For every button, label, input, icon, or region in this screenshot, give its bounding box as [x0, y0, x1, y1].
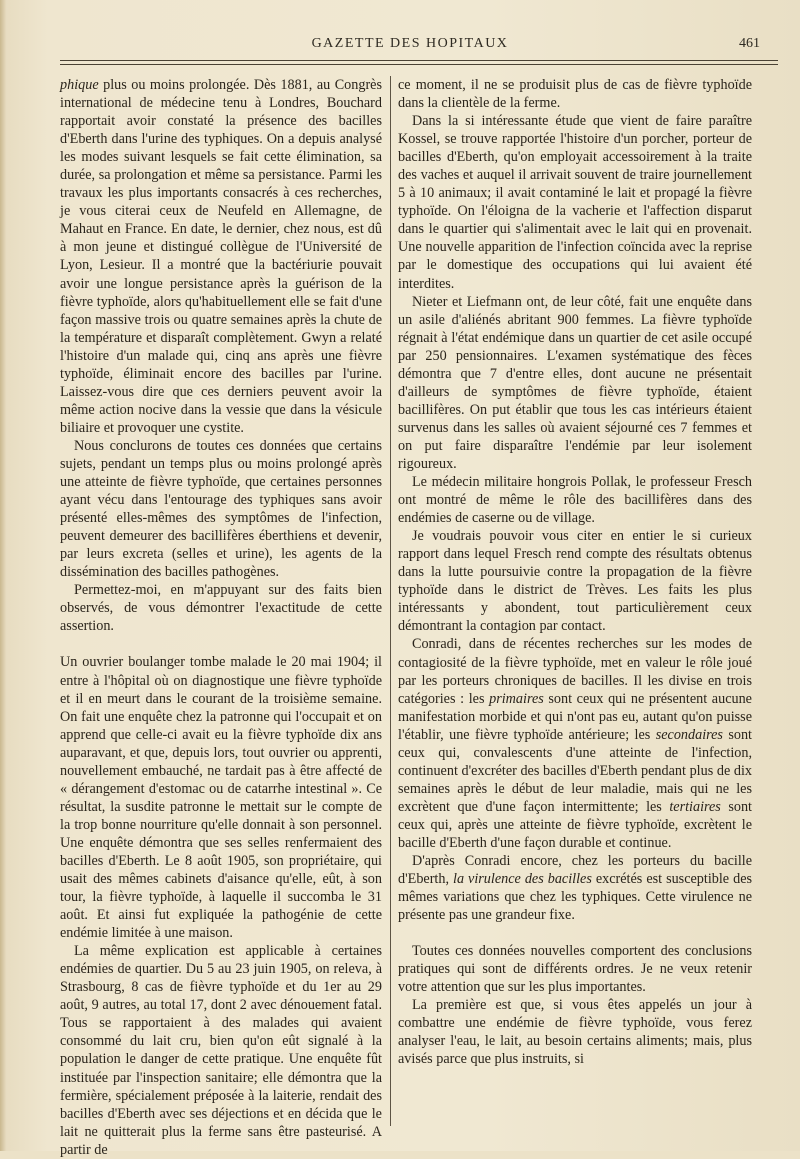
column-divider: [390, 76, 391, 1126]
italic-term: tertiaires: [669, 798, 721, 815]
paragraph: Un ouvrier boulanger tombe malade le 20 mai 1904; il entre à l'hôpital où on diagnostique une fièvre typhoïde et il en meurt dans le courant de la troisième semaine. On fait une enquête chez la patronne qui l'occupait et on apprend que celle-ci avait eu la fièvre typhoïde dix ans auparavant, et que, depuis lors, tout ouvrier ou apprenti, nouvellement embauché, ne tardait pas à être affecté de « dérangement d'estomac ou de catarrhe intestinal ». Ce résultat, la susdite patronne le mettait sur le compte de la trop bonne nourriture qu'elle donnait à son personnel. Une enquête démontra que ses selles renfermaient des bacilles d'Eberth. Le 8 août 1905, son propriétaire, qui usait des mêmes cabinets d'aisance qu'elle, eût, à son tour, la fièvre typhoïde, à laquelle il succomba le 31 août. Et ainsi fut expliquée la pathogénie de cette endémie limitée à une maison.: [60, 654, 382, 942]
header-double-rule: [60, 60, 778, 65]
paragraph-text: sont ceux qui, convalescents d'une atteinte de l'infection, continuent d'excréter des bacilles d'Eberth pendant plus de dix semaines après le début de leur maladie, mais qui ne les excrètent que d'une façon intermittente; les: [398, 726, 752, 815]
italic-term: primaires: [489, 690, 544, 707]
paragraph-text: sont ceux qui ne présentent aucune manifestation morbide et qui n'ont pas eu, autant qu'on puisse l'établir, une fièvre typhoïde antérieure; les: [398, 690, 752, 743]
paragraph: [398, 635, 752, 852]
italic-phrase: la virulence des bacilles: [453, 871, 592, 888]
paragraph: Le médecin militaire hongrois Pollak, le professeur Fresch ont montré de même le rôle des bacillifères dans des endémies de caserne ou de village.: [398, 474, 752, 527]
paragraph-text: sont ceux qui, après une atteinte de fièvre typhoïde, excrètent le bacille d'Eberth d'une façon durable et continue.: [398, 798, 752, 851]
paragraph: [60, 76, 382, 437]
right-column: [398, 76, 752, 1069]
paragraph: [398, 852, 752, 924]
paragraph: La même explication est applicable à certaines endémies de quartier. Du 5 au 23 juin 1905, on releva, à Strasbourg, 8 cas de fièvre typhoïde et du 1er au 29 août, 9 autres, au total 17, dont 2 avec dénouement fatal. Tous se rapportaient à des malades qui avaient consommé du lait cru, bien qu'on eût signalé à la population le danger de cette pratique. Une enquête fût instituée par l'inspection sanitaire; elle démontra que la fermière, spécialement préposée à la laiterie, rendait des bacilles d'Eberth avec ses déjections et en décida que le lait ne quitterait plus la ferme sans être pasteurisé. A partir de: [60, 943, 382, 1158]
paragraph: Nous conclurons de toutes ces données que certains sujets, pendant un temps plus ou moins prolongé après une atteinte de fièvre typhoïde, que certaines personnes ayant vécu dans l'entourage des typhiques sans avoir présenté elles-mêmes des symptômes de l'infection, peuvent demeurer des bacillifères éberthiens et devenir, par leurs excreta (selles et urine), les agents de la dissémination des bacilles pathogènes.: [60, 437, 382, 581]
journal-title: GAZETTE DES HOPITAUX: [311, 36, 509, 51]
paragraph: Dans la si intéressante étude que vient de faire paraître Kossel, se trouve rapportée l'histoire d'un porcher, porteur de bacilles d'Eberth, qu'on employait accessoirement à la traite des vaches et auquel il arrivait souvent de traire journellement 5 à 10 animaux; il avait contaminé le lait et propagé la fièvre typhoïde. On l'éloigna de la vacherie et l'affection disparut dans le quartier qui s'alimentait avec le lait qui en provenait. Une nouvelle apparition de l'infection coïncida avec la reprise par le domestique des occupations qui lui avaient été interdites.: [398, 113, 752, 292]
paragraph: Nieter et Liefmann ont, de leur côté, fait une enquête dans un asile d'aliénés abritant 900 femmes. La fièvre typhoïde régnait à l'état endémique dans un quartier de cet asile occupé par 250 pensionnaires. L'examen systématique des fèces démontra que 7 d'entre elles, dont aucune ne présentait d'ailleurs de symptômes de fièvre typhoïde, étaient bacillifères. On put établir que tous les cas intérieurs étaient survenus dans les salles où avaient séjourné ces 7 femmes et on put faire disparaître l'endémie par leur isolement rigoureux.: [398, 293, 752, 472]
paragraph-text: Conradi, dans de récentes recherches sur les modes de contagiosité de la fièvre typhoïde, met en valeur le rôle joué par les porteurs chroniques de bacilles. Il les divise en trois catégories : les: [398, 636, 752, 707]
italic-term: secondaires: [655, 726, 723, 743]
paragraph-text: D'après Conradi encore, chez les porteurs du bacille d'Eberth,: [398, 853, 752, 888]
paragraph: La première est que, si vous êtes appelés un jour à combattre une endémie de fièvre typhoïde, vous ferez analyser l'eau, le lait, au besoin certains aliments; mais, plus avisés parce que plus instruits, si: [398, 997, 752, 1068]
paragraph: Je voudrais pouvoir vous citer en entier le si curieux rapport dans lequel Fresch rend compte des résultats obtenus dans la lutte poursuivie contre la propagation de la fièvre typhoïde dans le district de Trèves. Les faits les plus intéressants y abondent, tout particulièrement ceux démontrant la contagion par contact.: [398, 528, 752, 635]
italic-word: phique: [60, 77, 99, 93]
left-column: [60, 76, 382, 1159]
page-number: 461: [739, 36, 760, 51]
paragraph-text: plus ou moins prolongée. Dès 1881, au Congrès international de médecine tenu à Londres, Bouchard rapportait avoir constaté la présence des bacilles d'Eberth dans l'urine des typhiques. On a depuis analysé les modes suivant lesquels se fait cette élimination, sa durée, sa prolongation et même sa persistance. Parmi les travaux les plus importants consacrés à ces recherches, je vous citerai ceux de Neufeld en Allemagne, de Mahaut en France. En date, le dernier, chez nous, est dû à mon jeune et distingué collègue de l'Université de Lyon, Lesieur. Il a montré que la bactériurie pouvait avoir une longue persistance après la guérison de la fièvre typhoïde, alors qu'habituellement elle se fait d'une façon massive trois ou quatre semaines après la chute de la température et disparaît complètement. Gwyn a relaté l'histoire d'un malade qui, cinq ans après une fièvre typhoïde, éliminait encore des bacilles par l'urine. Laissez-vous dire que ces derniers peuvent avoir la même action nocive dans la vessie que dans la vésicule biliaire et provoquer une cystite.: [60, 77, 382, 436]
paragraph: ce moment, il ne se produisit plus de cas de fièvre typhoïde dans la clientèle de la ferme.: [398, 77, 752, 112]
paragraph-text: excrétés est susceptible des mêmes variations que chez les typhiques. Cette virulence ne présente pas une grandeur fixe.: [398, 871, 753, 924]
paragraph: Toutes ces données nouvelles comportent des conclusions pratiques qui sont de différents ordres. Je ne veux retenir votre attention que sur les plus importantes.: [398, 943, 752, 996]
running-header: [60, 36, 760, 58]
page-spine-shadow: [0, 0, 6, 1151]
paragraph: Permettez-moi, en m'appuyant sur des faits bien observés, de vous démontrer l'exactitude de cette assertion.: [60, 582, 382, 635]
